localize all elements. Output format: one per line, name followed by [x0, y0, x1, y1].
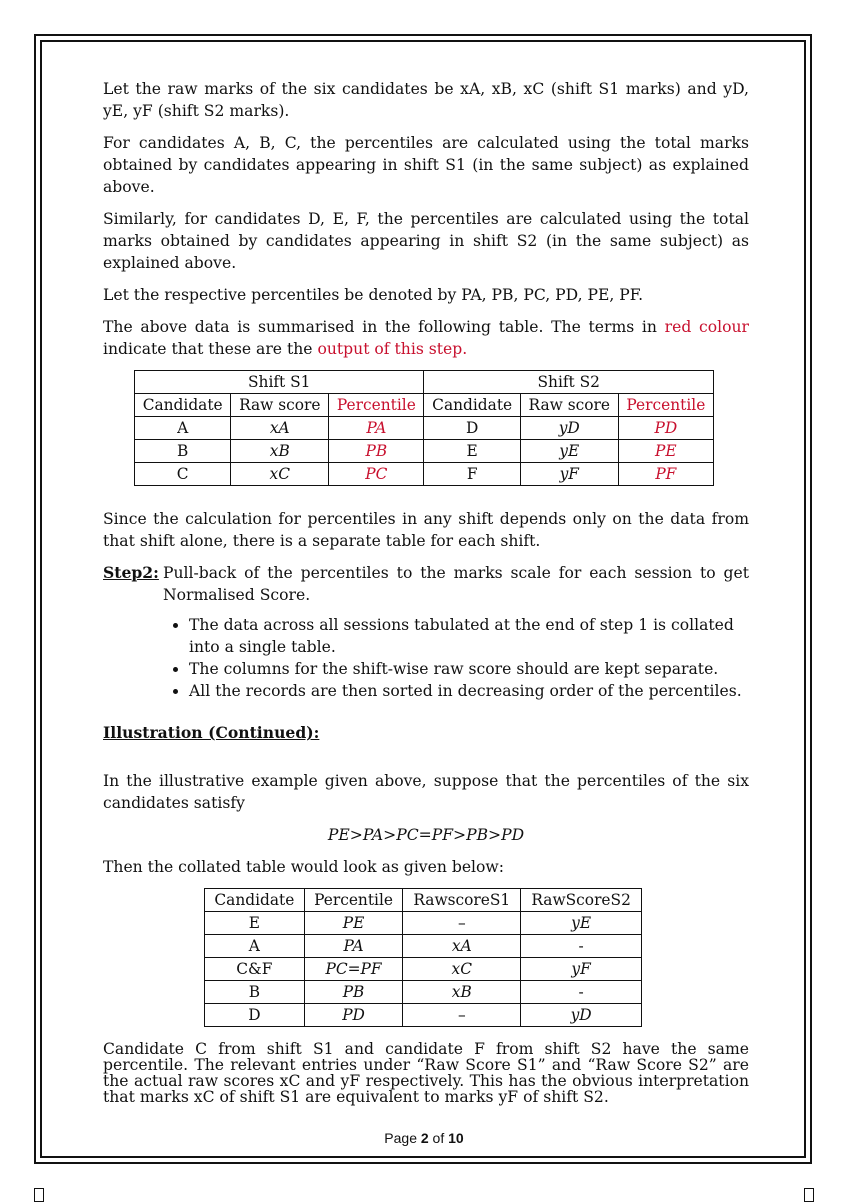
table-cell: B: [205, 981, 305, 1004]
collated-intro: Then the collated table would look as given below:: [103, 858, 505, 876]
illustration-heading: Illustration (Continued):: [103, 723, 320, 742]
paragraph-shift-s2: Similarly, for candidates D, E, F, the percentiles are calculated using the total marks obtained by candidates appearing in shift S2 (in the same subject) as explained above.: [103, 210, 749, 272]
shift-s2-header: Shift S2: [424, 371, 714, 394]
shift-s1-header: Shift S1: [135, 371, 424, 394]
table1-col-header: Candidate: [135, 394, 231, 417]
step2-text: Pull-back of the percentiles to the marks scale for each session to get Normalised Score.: [163, 564, 749, 604]
table-cell: xA: [403, 935, 521, 958]
summary-text-2: indicate that these are the: [103, 340, 318, 358]
closing-paragraph: Candidate C from shift S1 and candidate F from shift S2 have the same percentile. The relevant entries under “Raw Score S1” and “Raw Score S2” are the actual raw scores xC and yF respectively. This has the obvious interpretation that marks xC of shift S1 are equivalent to marks yF of shift S2.: [103, 1040, 749, 1106]
table-cell: D: [205, 1004, 305, 1027]
table-cell: yE: [520, 440, 618, 463]
table-cell: PB: [304, 981, 403, 1004]
table1-col-header: Percentile: [329, 394, 424, 417]
table-cell: –: [403, 912, 521, 935]
table-row: [205, 1004, 642, 1027]
table-cell: PE: [618, 440, 713, 463]
illustration-intro: In the illustrative example given above, suppose that the percentiles of the six candidates satisfy: [103, 772, 749, 812]
table2-col-header: Candidate: [205, 889, 305, 912]
table-cell: A: [135, 417, 231, 440]
table-cell: xA: [231, 417, 329, 440]
percentile-ordering-equation: PE>PA>PC=PF>PB>PD: [327, 826, 525, 844]
table-cell: PA: [329, 417, 424, 440]
table2-col-header: RawscoreS1: [403, 889, 521, 912]
table-row: [135, 440, 714, 463]
shift-percentile-table: [134, 370, 714, 486]
summary-red-2: output of this step.: [317, 340, 468, 358]
table-cell: -: [521, 935, 642, 958]
table-cell: PD: [304, 1004, 403, 1027]
table2-col-header: RawScoreS2: [521, 889, 642, 912]
page-content: [103, 78, 749, 1115]
table1-col-header: Raw score: [520, 394, 618, 417]
table-cell: C: [135, 463, 231, 486]
summary-text-1: The above data is summarised in the following table. The terms in: [103, 318, 665, 336]
table-cell: D: [424, 417, 520, 440]
paragraph-summary: [103, 316, 749, 360]
table-cell: E: [205, 912, 305, 935]
table-cell: –: [403, 1004, 521, 1027]
table-row: [205, 981, 642, 1004]
table1-header-row: [135, 394, 714, 417]
table-cell: C&F: [205, 958, 305, 981]
table1-col-header: Candidate: [424, 394, 520, 417]
table-row: [135, 463, 714, 486]
table-cell: xC: [403, 958, 521, 981]
table-cell: yF: [521, 958, 642, 981]
footer-prefix: Page: [384, 1130, 421, 1146]
table-cell: PC=PF: [304, 958, 403, 981]
footer-of: of: [428, 1130, 449, 1146]
table-row: [205, 935, 642, 958]
footer-page-number: 2: [420, 1130, 429, 1146]
list-item: • The columns for the shift-wise raw score should are kept separate.: [189, 658, 749, 680]
table1-col-header: Raw score: [231, 394, 329, 417]
table-cell: yD: [520, 417, 618, 440]
footer-total-pages: 10: [448, 1130, 464, 1146]
table-cell: A: [205, 935, 305, 958]
step2-label: Step2:: [103, 563, 159, 582]
table-row: [205, 958, 642, 981]
table-cell: xC: [231, 463, 329, 486]
table-cell: xB: [403, 981, 521, 1004]
list-item: • The data across all sessions tabulated at the end of step 1 is collated into a single table.: [189, 614, 749, 658]
table-cell: PD: [618, 417, 713, 440]
table2-col-header: Percentile: [304, 889, 403, 912]
table-cell: E: [424, 440, 520, 463]
table-cell: yF: [520, 463, 618, 486]
paragraph-separate-table: Since the calculation for percentiles in any shift depends only on the data from that shift alone, there is a separate table for each shift.: [103, 510, 749, 550]
table-cell: PE: [304, 912, 403, 935]
table-cell: yE: [521, 912, 642, 935]
table-row: [205, 912, 642, 935]
table-cell: xB: [231, 440, 329, 463]
table-cell: PB: [329, 440, 424, 463]
table-cell: yD: [521, 1004, 642, 1027]
table-cell: PC: [329, 463, 424, 486]
table2-header-row: [205, 889, 642, 912]
paragraph-raw-marks: Let the raw marks of the six candidates be xA, xB, xC (shift S1 marks) and yD, yE, yF (shift S2 marks).: [103, 80, 749, 120]
table-cell: PF: [618, 463, 713, 486]
step2-block: [103, 562, 749, 606]
table-cell: PA: [304, 935, 403, 958]
page-footer: [0, 1130, 848, 1146]
table-row: [135, 417, 714, 440]
step2-bullet-list: [103, 614, 749, 702]
paragraph-shift-s1: For candidates A, B, C, the percentiles are calculated using the total marks obtained by candidates appearing in shift S1 (in the same subject) as explained above.: [103, 134, 749, 196]
table-cell: F: [424, 463, 520, 486]
table-cell: B: [135, 440, 231, 463]
collated-table: [204, 888, 642, 1027]
paragraph-percentiles: Let the respective percentiles be denoted by PA, PB, PC, PD, PE, PF.: [103, 286, 644, 304]
table1-col-header: Percentile: [618, 394, 713, 417]
list-item: • All the records are then sorted in decreasing order of the percentiles.: [189, 680, 749, 702]
summary-red-1: red colour: [664, 318, 749, 336]
table-cell: -: [521, 981, 642, 1004]
